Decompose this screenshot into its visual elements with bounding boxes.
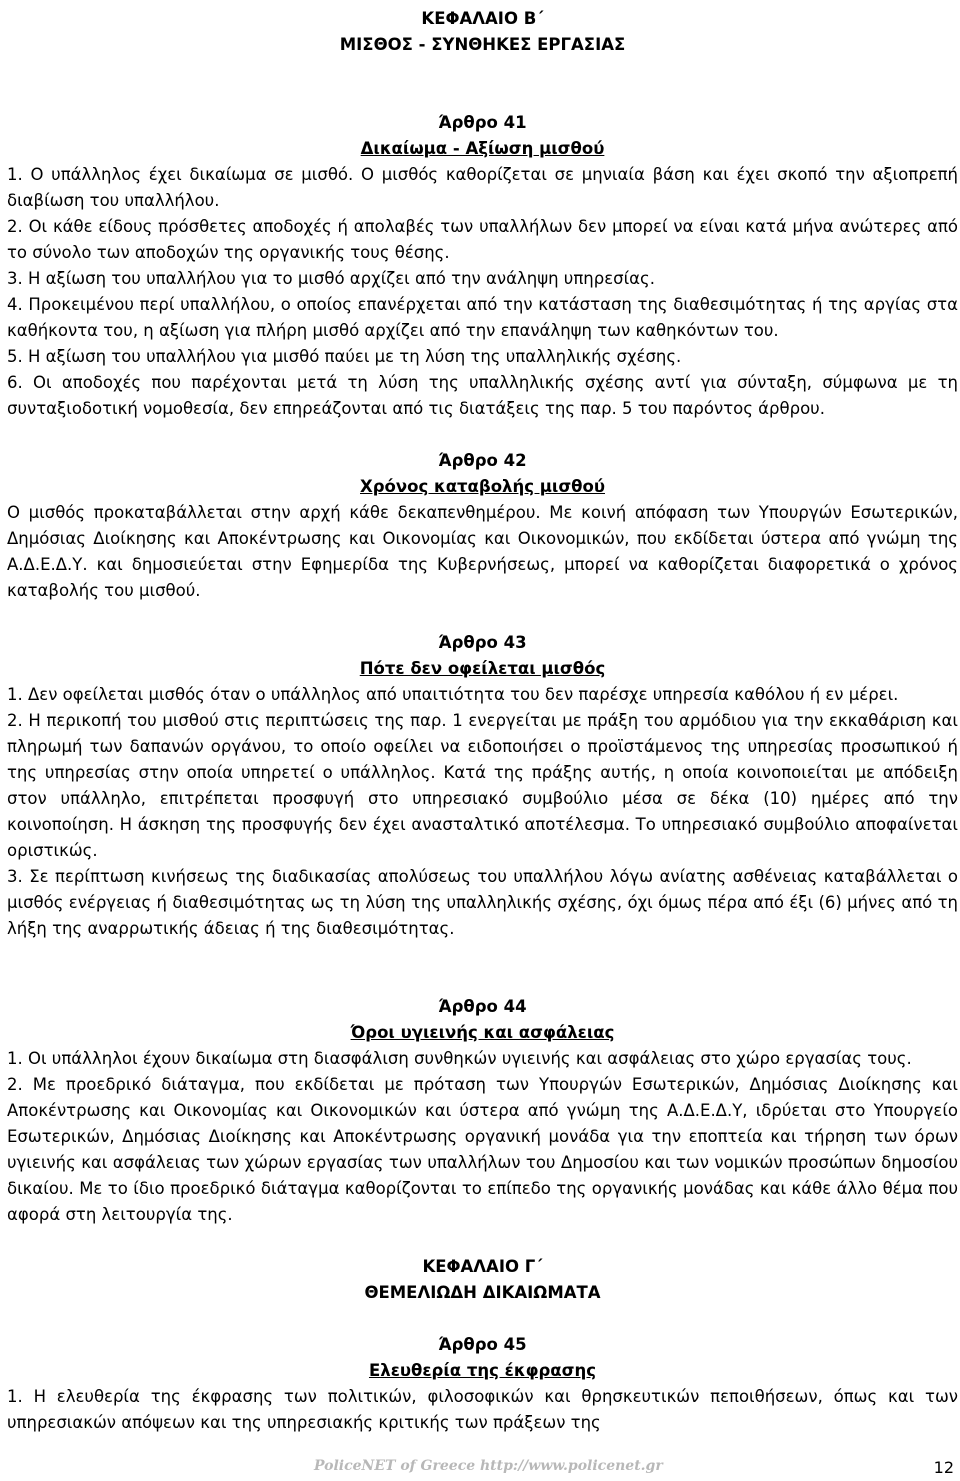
article-41-paragraph-4: 4. Προκειμένου περί υπαλλήλου, ο οποίος επανέρχεται από την κατάσταση της διαθεσιμότητας ή της αργίας στα καθήκοντα του, η αξίωση για πλήρη μισθό αρχίζει από την επανάληψη των καθηκόντων του. bbox=[7, 295, 958, 340]
article-41-paragraph-6: 6. Οι αποδοχές που παρέχονται μετά τη λύση της υπαλληλικής σχέσης αντί για σύνταξη, σύμφωνα με τη συνταξιοδοτική νομοθεσία, δεν επηρεάζονται από τις διατάξεις της παρ. 5 του παρόντος άρθρου. bbox=[7, 373, 958, 418]
article-45-paragraph-1: 1. Η ελευθερία της έκφρασης των πολιτικών, φιλοσοφικών και θρησκευτικών πεποιθήσεων, όπως και των υπηρεσιακών απόψεων και της υπηρεσιακής κριτικής των πράξεων της bbox=[7, 1387, 958, 1432]
page-number: 12 bbox=[933, 1458, 954, 1477]
page-footer bbox=[0, 1447, 960, 1478]
article-43-paragraph-3: 3. Σε περίπτωση κινήσεως της διαδικασίας απολύσεως του υπαλλήλου λόγω ανίατης ασθένειας καταβάλλεται ο μισθός ενέργειας ή διαθεσιμότητας ως τη λύση της υπαλληλικής σχέσης, όχι όμως πέρα από έξι (6) μήνες από τη λήξη της αναρρωτικής άδειας ή της διαθεσιμότητας. bbox=[7, 867, 958, 938]
article-44-number: Άρθρο 44 bbox=[438, 997, 527, 1016]
article-42-paragraph-1: Ο μισθός προκαταβάλλεται στην αρχή κάθε δεκαπενθημέρου. Με κοινή απόφαση των Υπουργών Εσωτερικών, Δημόσιας Διοίκησης και Αποκέντρωσης και Οικονομίας και Οικονομικών, που εκδίδεται ύστερα από γνώμη της Α.Δ.Ε.Δ.Υ. και δημοσιεύεται στην Εφημερίδα της Κυβερνήσεως, μπορεί να καθορίζεται διαφορετικά ο χρόνος καταβολής του μισθού. bbox=[7, 503, 958, 600]
article-45-number: Άρθρο 45 bbox=[438, 1335, 527, 1354]
article-45-title-text: Ελευθερία της έκφρασης bbox=[368, 1361, 597, 1380]
article-44-title-text: Όροι υγιεινής και ασφάλειας bbox=[350, 1023, 615, 1042]
article-42-number: Άρθρο 42 bbox=[438, 451, 527, 470]
article-41-paragraph-5: 5. Η αξίωση του υπαλλήλου για μισθό παύει με τη λύση της υπαλληλικής σχέσης. bbox=[7, 347, 682, 366]
article-41-paragraph-1: 1. Ο υπάλληλος έχει δικαίωμα σε μισθό. Ο μισθός καθορίζεται σε μηνιαία βάση και έχει σκοπό την αξιοπρεπή διαβίωση του υπαλλήλου. bbox=[7, 165, 958, 210]
article-43-title bbox=[7, 656, 958, 682]
article-41-title-text: Δικαίωμα - Αξίωση μισθού bbox=[360, 139, 605, 158]
article-41-paragraph-2: 2. Οι κάθε είδους πρόσθετες αποδοχές ή απολαβές των υπαλλήλων δεν μπορεί να είναι κατά μήνα ανώτερες από το σύνολο των αποδοχών της οργανικής τους θέσης. bbox=[7, 217, 958, 262]
footer-source-text: PoliceNET of Greece http://www.policenet.gr bbox=[314, 1458, 663, 1474]
article-41-number: Άρθρο 41 bbox=[438, 113, 527, 132]
chapter-c-title: ΘΕΜΕΛΙΩΔΗ ΔΙΚΑΙΩΜΑΤΑ bbox=[364, 1283, 601, 1302]
article-44-paragraph-2: 2. Με προεδρικό διάταγμα, που εκδίδεται με πρόταση των Υπουργών Εσωτερικών, Δημόσιας Διοίκησης και Αποκέντρωσης και Οικονομίας και Οικονομικών και ύστερα από γνώμη της Α.Δ.Ε.Δ.Υ, ιδρύεται στο Υπουργείο Εσωτερικών, Δημόσιας Διοίκησης και Αποκέντρωσης οργανική μονάδα για την εποπτεία και τήρηση των όρων υγιεινής και ασφάλειας των χώρων εργασίας των υπαλλήλων του Δημοσίου και των νομικών προσώπων δημοσίου δικαίου. Με το ίδιο προεδρικό διάταγμα καθορίζονται το επίπεδο της οργανικής μονάδας και κάθε άλλο θέμα που αφορά στη λειτουργία της. bbox=[7, 1075, 958, 1224]
article-42-title bbox=[7, 474, 958, 500]
page-content bbox=[7, 0, 958, 1436]
article-43-paragraph-2: 2. Η περικοπή του μισθού στις περιπτώσεις της παρ. 1 ενεργείται με πράξη του αρμόδιου για την εκκαθάριση και πληρωμή των δαπανών οργάνου, το οποίο οφείλει να ειδοποιήσει ο προϊστάμενος της υπηρεσίας προσωπικού ή της υπηρεσίας στην οποία υπηρετεί ο υπάλληλος. Κατά της πράξης αυτής, η οποία κοινοποιείται με απόδειξη στον υπάλληλο, επιτρέπεται προσφυγή στο υπηρεσιακό συμβούλιο μέσα σε δέκα (10) ημέρες από την κοινοποίηση. Η άσκηση της προσφυγής δεν έχει ανασταλτικό αποτέλεσμα. Το υπηρεσιακό συμβούλιο αποφαίνεται οριστικώς. bbox=[7, 711, 958, 860]
chapter-b-heading: ΚΕΦΑΛΑΙΟ Β΄ bbox=[421, 9, 544, 28]
article-45-title bbox=[7, 1358, 958, 1384]
article-41-paragraph-3: 3. Η αξίωση του υπαλλήλου για το μισθό αρχίζει από την ανάληψη υπηρεσίας. bbox=[7, 269, 655, 288]
article-41-title bbox=[7, 136, 958, 162]
article-43-number: Άρθρο 43 bbox=[438, 633, 527, 652]
article-43-paragraph-1: 1. Δεν οφείλεται μισθός όταν ο υπάλληλος από υπαιτιότητα του δεν παρέσχε υπηρεσία καθόλου ή εν μέρει. bbox=[7, 685, 899, 704]
article-42-title-text: Χρόνος καταβολής μισθού bbox=[360, 477, 605, 496]
chapter-b-title: ΜΙΣΘΟΣ - ΣΥΝΘΗΚΕΣ ΕΡΓΑΣΙΑΣ bbox=[339, 35, 626, 54]
article-44-title bbox=[7, 1020, 958, 1046]
article-44-paragraph-1: 1. Οι υπάλληλοι έχουν δικαίωμα στη διασφάλιση συνθηκών υγιεινής και ασφάλειας στο χώρο εργασίας τους. bbox=[7, 1049, 912, 1068]
chapter-c-heading: ΚΕΦΑΛΑΙΟ Γ΄ bbox=[422, 1257, 543, 1276]
article-43-title-text: Πότε δεν οφείλεται μισθός bbox=[359, 659, 606, 678]
